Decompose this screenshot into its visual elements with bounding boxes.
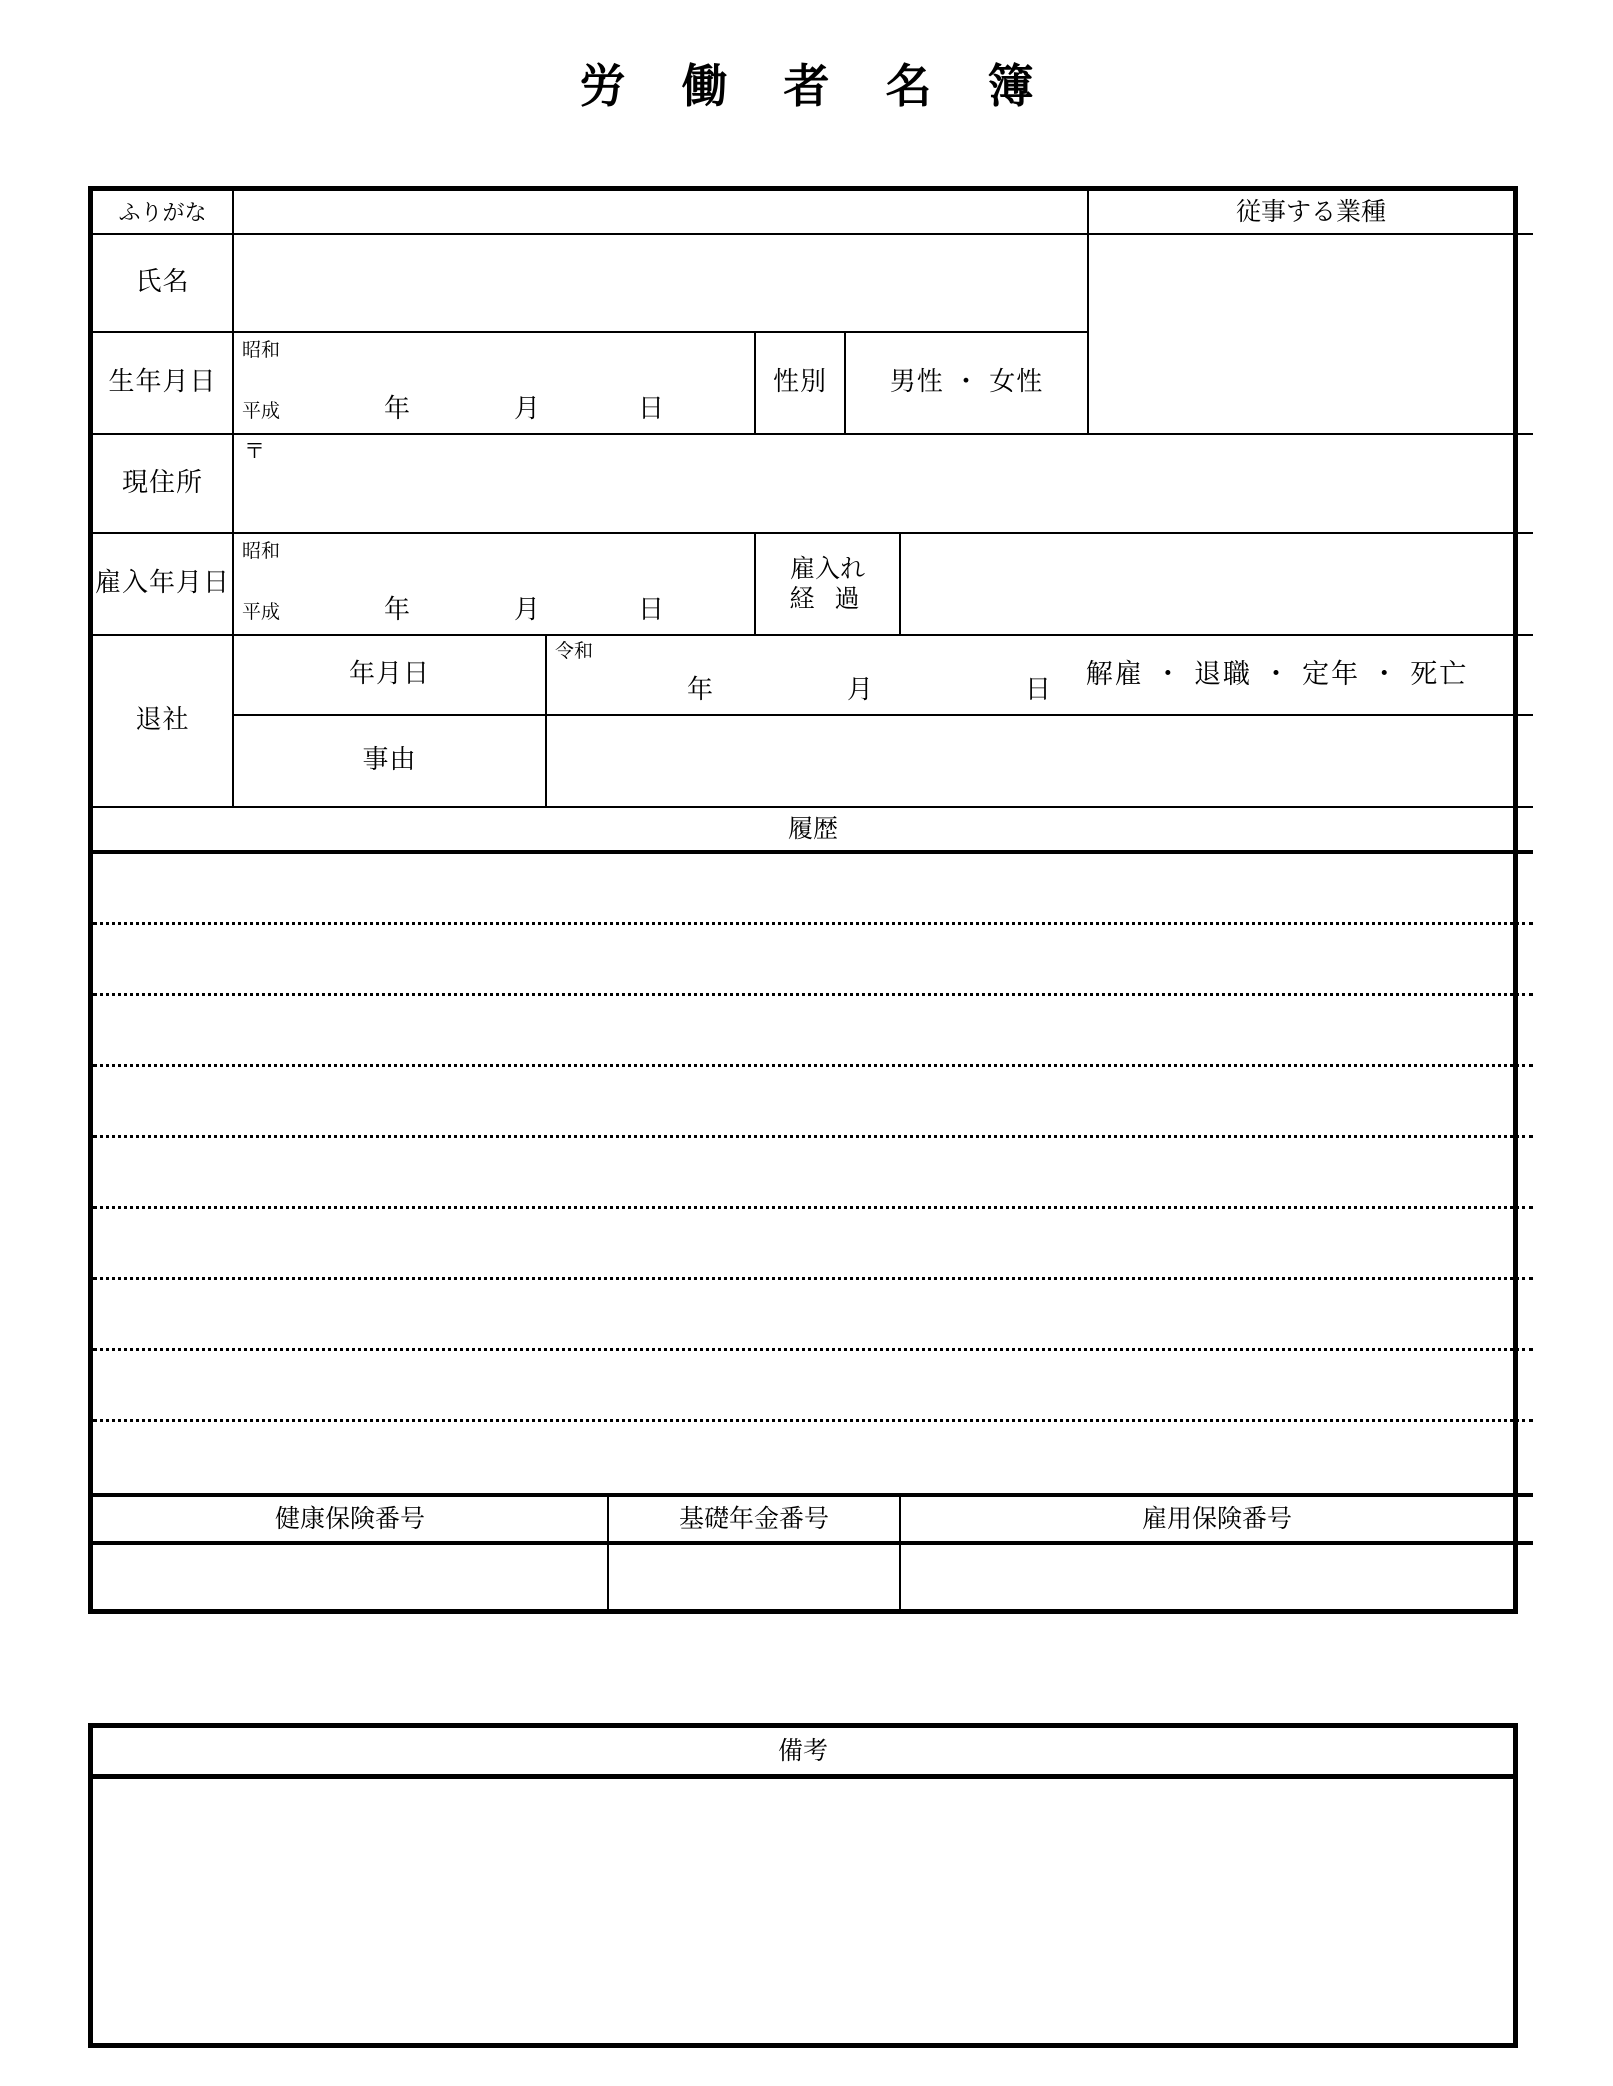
hiredate-label-cell [93, 533, 233, 635]
resign-label-cell [93, 635, 233, 807]
row-resign-date [93, 635, 1533, 715]
hiredate-input[interactable] [233, 533, 755, 635]
resign-date-label-cell [233, 635, 546, 715]
furigana-label: ふりがな [118, 200, 207, 226]
gender-label: 性別 [772, 367, 827, 398]
row-address [93, 434, 1533, 533]
history-line[interactable] [93, 1138, 1533, 1209]
gender-options: 男性 ・ 女性 [889, 367, 1044, 398]
grid-table [93, 191, 1533, 1609]
hire-era-showa: 昭和 [242, 540, 281, 562]
gender-options-cell[interactable] [845, 332, 1088, 434]
hire-process-input[interactable] [900, 533, 1153, 635]
health-insurance-label: 健康保険番号 [274, 1504, 425, 1533]
industry-label-cell [1088, 191, 1533, 234]
remarks-label: 備考 [777, 1736, 828, 1765]
history-line[interactable] [93, 1422, 1533, 1493]
birth-day-mark: 日 [638, 393, 665, 424]
hire-year-mark: 年 [384, 594, 411, 625]
employment-insurance-label-cell [900, 1495, 1533, 1543]
history-line[interactable] [93, 1351, 1533, 1422]
health-insurance-label-cell [93, 1495, 608, 1543]
gender-label-cell [755, 332, 845, 434]
hiredate-label: 雇入年月日 [94, 568, 230, 599]
history-line[interactable] [93, 1209, 1533, 1280]
history-line[interactable] [93, 925, 1533, 996]
birthdate-label-cell [93, 332, 233, 434]
employment-insurance-input[interactable] [900, 1543, 1533, 1609]
industry-label: 従事する業種 [1236, 197, 1387, 226]
worker-record-table [88, 186, 1518, 1614]
resign-month-mark: 月 [847, 674, 874, 705]
pension-label-cell [608, 1495, 900, 1543]
row-history-header [93, 807, 1533, 852]
address-label-cell [93, 434, 233, 533]
history-body-cell[interactable] [93, 852, 1533, 1495]
row-name [93, 234, 1533, 332]
pension-input[interactable] [608, 1543, 900, 1609]
resign-date-input[interactable] [546, 635, 1533, 715]
page-title: 労 働 者 名 簿 [579, 59, 1054, 113]
hire-process-label [756, 554, 899, 615]
birthdate-label: 生年月日 [108, 367, 217, 398]
hire-process-label-cell [755, 533, 900, 635]
pension-label: 基礎年金番号 [678, 1504, 829, 1533]
row-insurance-headers [93, 1495, 1533, 1543]
resign-year-mark: 年 [687, 674, 714, 705]
health-insurance-input[interactable] [93, 1543, 608, 1609]
birth-year-mark: 年 [384, 393, 411, 424]
resign-day-mark: 日 [1025, 674, 1052, 705]
hire-era-heisei: 平成 [242, 601, 281, 624]
hire-process-label-line2: 経 過 [789, 584, 866, 613]
resign-options[interactable]: 解雇 ・ 退職 ・ 定年 ・ 死亡 [1085, 658, 1469, 690]
resign-date-label: 年月日 [348, 659, 430, 690]
history-line[interactable] [93, 1067, 1533, 1138]
postal-code-icon: 〒 [244, 439, 265, 463]
address-input[interactable] [233, 434, 1533, 533]
resign-reason-input[interactable] [546, 715, 1533, 807]
address-label: 現住所 [121, 467, 203, 498]
birth-month-mark: 月 [514, 393, 541, 424]
industry-input[interactable] [1088, 234, 1533, 434]
name-label-cell [93, 234, 233, 332]
history-line[interactable] [93, 854, 1533, 925]
history-line[interactable] [93, 996, 1533, 1067]
history-header-cell [93, 807, 1533, 852]
row-hiredate [93, 533, 1533, 635]
remarks-section [88, 1723, 1518, 2048]
row-history-body [93, 852, 1533, 1495]
resign-era-reiwa: 令和 [555, 640, 594, 662]
name-label: 氏名 [135, 267, 190, 298]
hire-month-mark: 月 [514, 594, 541, 625]
hire-process-label-line1: 雇入れ [789, 553, 865, 583]
employment-insurance-label: 雇用保険番号 [1142, 1504, 1293, 1533]
resign-reason-label-cell [233, 715, 546, 807]
resign-reason-label: 事由 [362, 745, 417, 776]
hire-day-mark: 日 [638, 594, 665, 625]
birth-era-showa: 昭和 [242, 339, 281, 361]
resign-label: 退社 [135, 705, 190, 736]
row-resign-reason [93, 715, 1533, 807]
name-input[interactable] [233, 234, 1088, 332]
furigana-input[interactable] [233, 191, 1088, 234]
history-lines [93, 854, 1533, 1493]
row-furigana [93, 191, 1533, 234]
history-line[interactable] [93, 1280, 1533, 1351]
row-insurance-values [93, 1543, 1533, 1609]
remarks-input[interactable] [93, 1779, 1513, 2043]
history-label: 履歴 [788, 814, 839, 843]
remarks-header [93, 1728, 1513, 1779]
furigana-label-cell [93, 191, 233, 234]
birth-era-heisei: 平成 [242, 400, 281, 423]
birthdate-input[interactable] [233, 332, 755, 434]
